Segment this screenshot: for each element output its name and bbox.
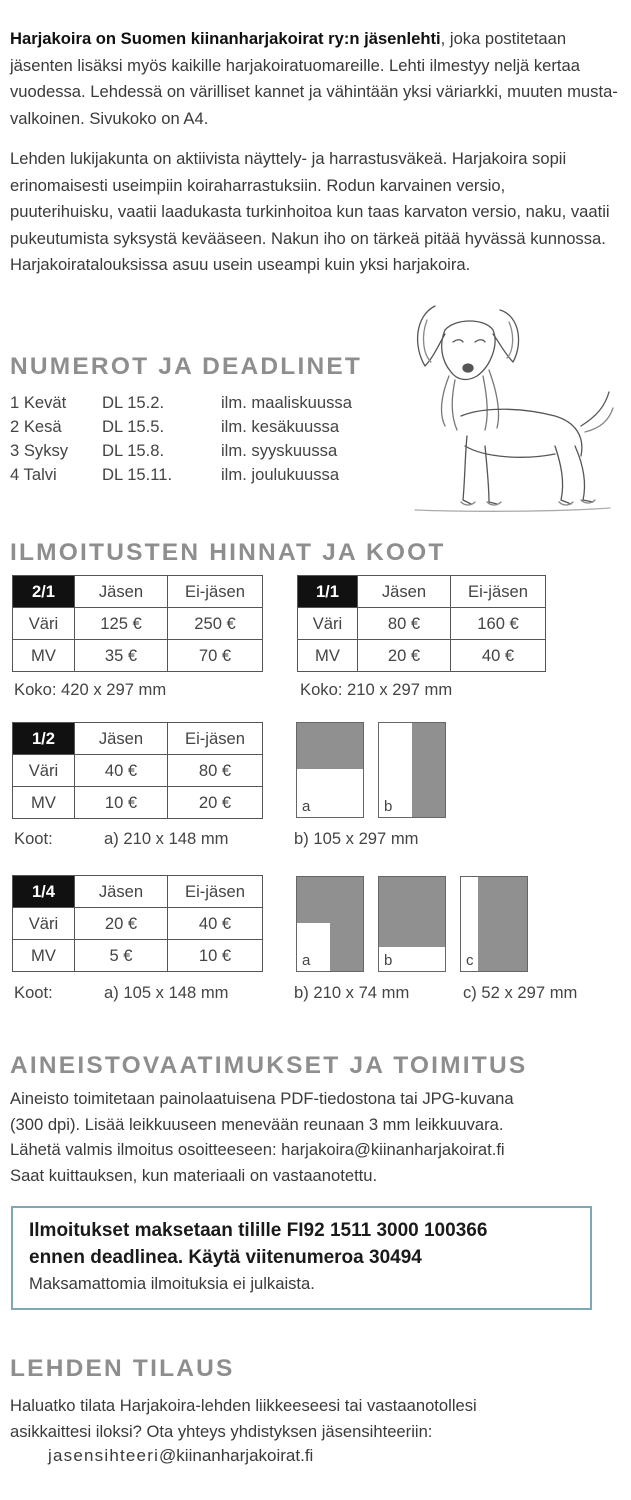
half-page-a-diagram (296, 722, 364, 818)
price-table-1-2 (12, 722, 263, 819)
issues-heading: NUMEROT JA DEADLINET (10, 353, 363, 380)
email-domain: @kiinanharjakoirat.fi (159, 1446, 314, 1465)
payment-warning: Maksamattomia ilmoituksia ei julkaista. (29, 1274, 315, 1293)
price-cell: 20 € (168, 787, 263, 819)
row-bw: MV (13, 640, 75, 672)
issue-deadline: DL 15.8. (102, 441, 165, 460)
material-text (10, 1086, 620, 1188)
size-label: 1/2 (13, 723, 75, 755)
price-cell: 20 € (75, 908, 168, 940)
intro-text: , joka postitetaan jäsenten lisäksi myös kaikille harjakoiratuomareille. Lehti ilmestyy neljä kertaa vuodessa. Lehdessä on värilliset kannet ja vähintään yksi väriarkki, muuten musta-valkoinen. Sivukoko on A4. (10, 29, 618, 128)
size-caption-1-1: Koko: 210 x 297 mm (300, 680, 453, 699)
intro-paragraph-2: Lehden lukijakunta on aktiivista näyttely- ja harrastusväkeä. Harjakoira sopii erinomaisesti useimpiin koiraharrastuksiin. Rodun karvainen versio, puuterihuisku, vaatii laadukasta turkinhoitoa kun taas karvaton versio, naku, vaatii pukeutumista syksystä kevääseen. Nakun iho on tärkeä pitää hyvässä kunnossa. Harjakoiratalouksissa asuu usein useampi kuin yksi harjakoira. (10, 149, 610, 274)
secretary-email (48, 1446, 313, 1466)
col-member: Jäsen (75, 876, 168, 908)
size-label: 1/4 (13, 876, 75, 908)
row-color: Väri (13, 755, 75, 787)
issue-name: 4 Talvi (10, 465, 57, 484)
sizes-label: Koot: (14, 983, 53, 1002)
price-cell: 80 € (168, 755, 263, 787)
row-color: Väri (13, 608, 75, 640)
row-color: Väri (298, 608, 358, 640)
price-table-1-1 (297, 575, 546, 672)
issue-published: ilm. maaliskuussa (221, 393, 352, 412)
material-line: Aineisto toimitetaan painolaatuisena PDF-tiedostona tai JPG-kuvana (10, 1089, 514, 1108)
col-nonmember: Ei-jäsen (168, 876, 263, 908)
subscription-line: asikkaittesi iloksi? Ota yhteys yhdistyksen jäsensihteeriin: (10, 1421, 433, 1441)
price-cell: 5 € (75, 940, 168, 972)
price-cell: 125 € (75, 608, 168, 640)
issue-deadline: DL 15.5. (102, 417, 165, 436)
issue-name: 3 Syksy (10, 441, 69, 460)
material-heading: AINEISTOVAATIMUKSET JA TOIMITUS (10, 1052, 528, 1079)
intro-paragraph-1 (10, 26, 620, 132)
price-cell: 35 € (75, 640, 168, 672)
subscription-text (10, 1393, 620, 1444)
quarter-page-b-diagram (378, 876, 446, 972)
size-caption-half-a: a) 210 x 148 mm (104, 829, 229, 848)
price-table-2-1 (12, 575, 263, 672)
price-cell: 80 € (358, 608, 451, 640)
col-nonmember: Ei-jäsen (168, 723, 263, 755)
material-line: Saat kuittauksen, kun materiaali on vastaanotettu. (10, 1165, 378, 1185)
prices-heading: ILMOITUSTEN HINNAT JA KOOT (10, 539, 446, 566)
half-page-b-diagram (378, 722, 446, 818)
price-table-1-4 (12, 875, 263, 972)
issue-published: ilm. joulukuussa (221, 465, 340, 484)
size-caption-quarter-a: a) 105 x 148 mm (104, 983, 229, 1002)
diagram-label: c (466, 952, 474, 969)
col-member: Jäsen (75, 723, 168, 755)
price-cell: 10 € (75, 787, 168, 819)
price-cell: 40 € (451, 640, 546, 672)
row-bw: MV (13, 787, 75, 819)
issue-name: 1 Kevät (10, 393, 67, 412)
issue-deadline: DL 15.11. (102, 465, 173, 484)
price-cell: 20 € (358, 640, 451, 672)
material-line: (300 dpi). Lisää leikkuuseen menevään reunaan 3 mm leikkuuvara. (10, 1114, 504, 1134)
col-member: Jäsen (75, 576, 168, 608)
quarter-page-c-diagram (460, 876, 528, 972)
price-cell: 40 € (75, 755, 168, 787)
payment-account: Ilmoitukset maksetaan tilille FI92 1511 3000 100366 (29, 1220, 488, 1241)
sizes-label: Koot: (14, 829, 53, 848)
size-label: 2/1 (13, 576, 75, 608)
issue-deadline: DL 15.2. (102, 393, 165, 412)
payment-reference: ennen deadlinea. Käytä viitenumeroa 30494 (29, 1247, 422, 1268)
price-cell: 160 € (451, 608, 546, 640)
price-cell: 10 € (168, 940, 263, 972)
size-caption-half-b: b) 105 x 297 mm (294, 829, 419, 848)
chinese-crested-dog-sketch-icon (405, 296, 615, 518)
issue-published: ilm. syyskuussa (221, 441, 338, 460)
material-line: Lähetä valmis ilmoitus osoitteeseen: harjakoira@kiinanharjakoirat.fi (10, 1140, 505, 1159)
price-cell: 40 € (168, 908, 263, 940)
size-label: 1/1 (298, 576, 358, 608)
issue-published: ilm. kesäkuussa (221, 417, 340, 436)
row-bw: MV (298, 640, 358, 672)
payment-notice (11, 1206, 592, 1310)
email-user: jasensihteeri (48, 1446, 160, 1465)
subscription-heading: LEHDEN TILAUS (10, 1355, 235, 1382)
diagram-label: b (384, 952, 393, 969)
row-color: Väri (13, 908, 75, 940)
diagram-label: a (302, 798, 311, 815)
size-caption-quarter-b: b) 210 x 74 mm (294, 983, 410, 1002)
intro-lead: Harjakoira on Suomen kiinanharjakoirat ry:n jäsenlehti (10, 29, 441, 48)
size-caption-2-1: Koko: 420 x 297 mm (14, 680, 167, 699)
diagram-label: b (384, 798, 393, 815)
col-nonmember: Ei-jäsen (168, 576, 263, 608)
subscription-line: Haluatko tilata Harjakoira-lehden liikkeeseesi tai vastaanotollesi (10, 1396, 477, 1415)
price-cell: 250 € (168, 608, 263, 640)
issue-name: 2 Kesä (10, 417, 62, 436)
size-caption-quarter-c: c) 52 x 297 mm (463, 983, 578, 1002)
quarter-page-a-diagram (296, 876, 364, 972)
col-member: Jäsen (358, 576, 451, 608)
col-nonmember: Ei-jäsen (451, 576, 546, 608)
diagram-label: a (302, 952, 311, 969)
price-cell: 70 € (168, 640, 263, 672)
row-bw: MV (13, 940, 75, 972)
